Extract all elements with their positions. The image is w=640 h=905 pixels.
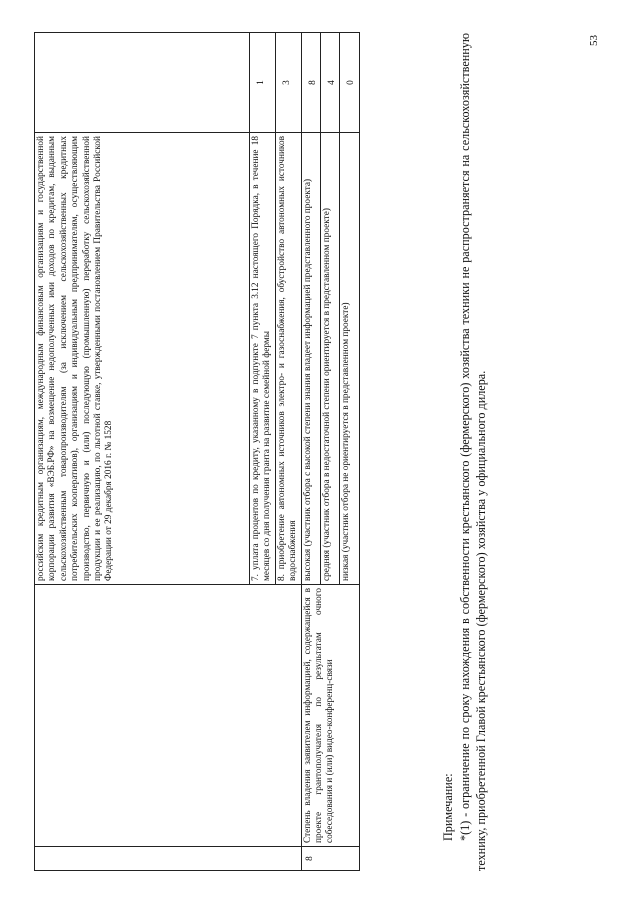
notes-title: Примечание: [441,773,455,841]
value-cell: низкая (участник отбора не ориентируется в представленном проекте) [340,133,359,585]
page-number: 53 [588,35,600,46]
score-cell: 4 [321,33,340,133]
score-cell: 3 [275,33,301,133]
score-cell: 1 [250,33,276,133]
value-cell: 8. приобретение автономных источников электро- и газоснабжения, обустройство автономных источников водоснабжения [275,133,301,585]
value-cell: средняя (участник отбора в недостаточной степени ориентируется в представленном проекте) [321,133,340,585]
criterion-cell: Степень владения заявителем информацией, содержащейся в проекте грантополучателя по результатам очного собеседования и (или) видео-конференц-связи [301,585,359,847]
score-cell: 8 [301,33,320,133]
row-number-cell: 8 [301,847,359,871]
criterion-cell [35,585,302,847]
table-row [301,33,320,871]
notes-text: *(1) - ограничение по сроку нахождения в собственности крестьянского (фермерского) хозяйства техники не распространяется на сельскохозяйственную технику, приобретенной Главой крестьянского (фермерского) хозяйства у официального дилера. [457,33,488,871]
score-cell: 0 [340,33,359,133]
value-cell: российским кредитным организациям, международным финансовым организациям и государственной корпорации развития «ВЭБ.РФ» на возмещение недополученных ими доходов по кредитам, выданным сельскохозяйственным товаропроизводителям (за исключением сельскохозяйственных кредитных потребительских кооперативов), организациям и индивидуальным предпринимателям, осуществляющим производство, первичную и (или) последующую (промышленную) переработку сельскохозяйственной продукции и ее реализацию, по льготной ставке, утвержденными постановлением Правительства Российской Федерации от 29 декабря 2016 г. № 1528 [35,133,250,585]
table-row [35,33,250,871]
value-cell: высокая (участник отбора с высокой степени знания владеет информацией представленного проекта) [301,133,320,585]
criteria-table [34,32,360,871]
notes-section [440,33,490,871]
value-cell: 7. уплата процентов по кредиту, указанному в подпункте 7 пункта 3.12 настоящего Порядка, в течение 18 месяцев со дня получения гранта на развитие семейной фермы [250,133,276,585]
score-cell [35,33,250,133]
row-number-cell [35,847,302,871]
